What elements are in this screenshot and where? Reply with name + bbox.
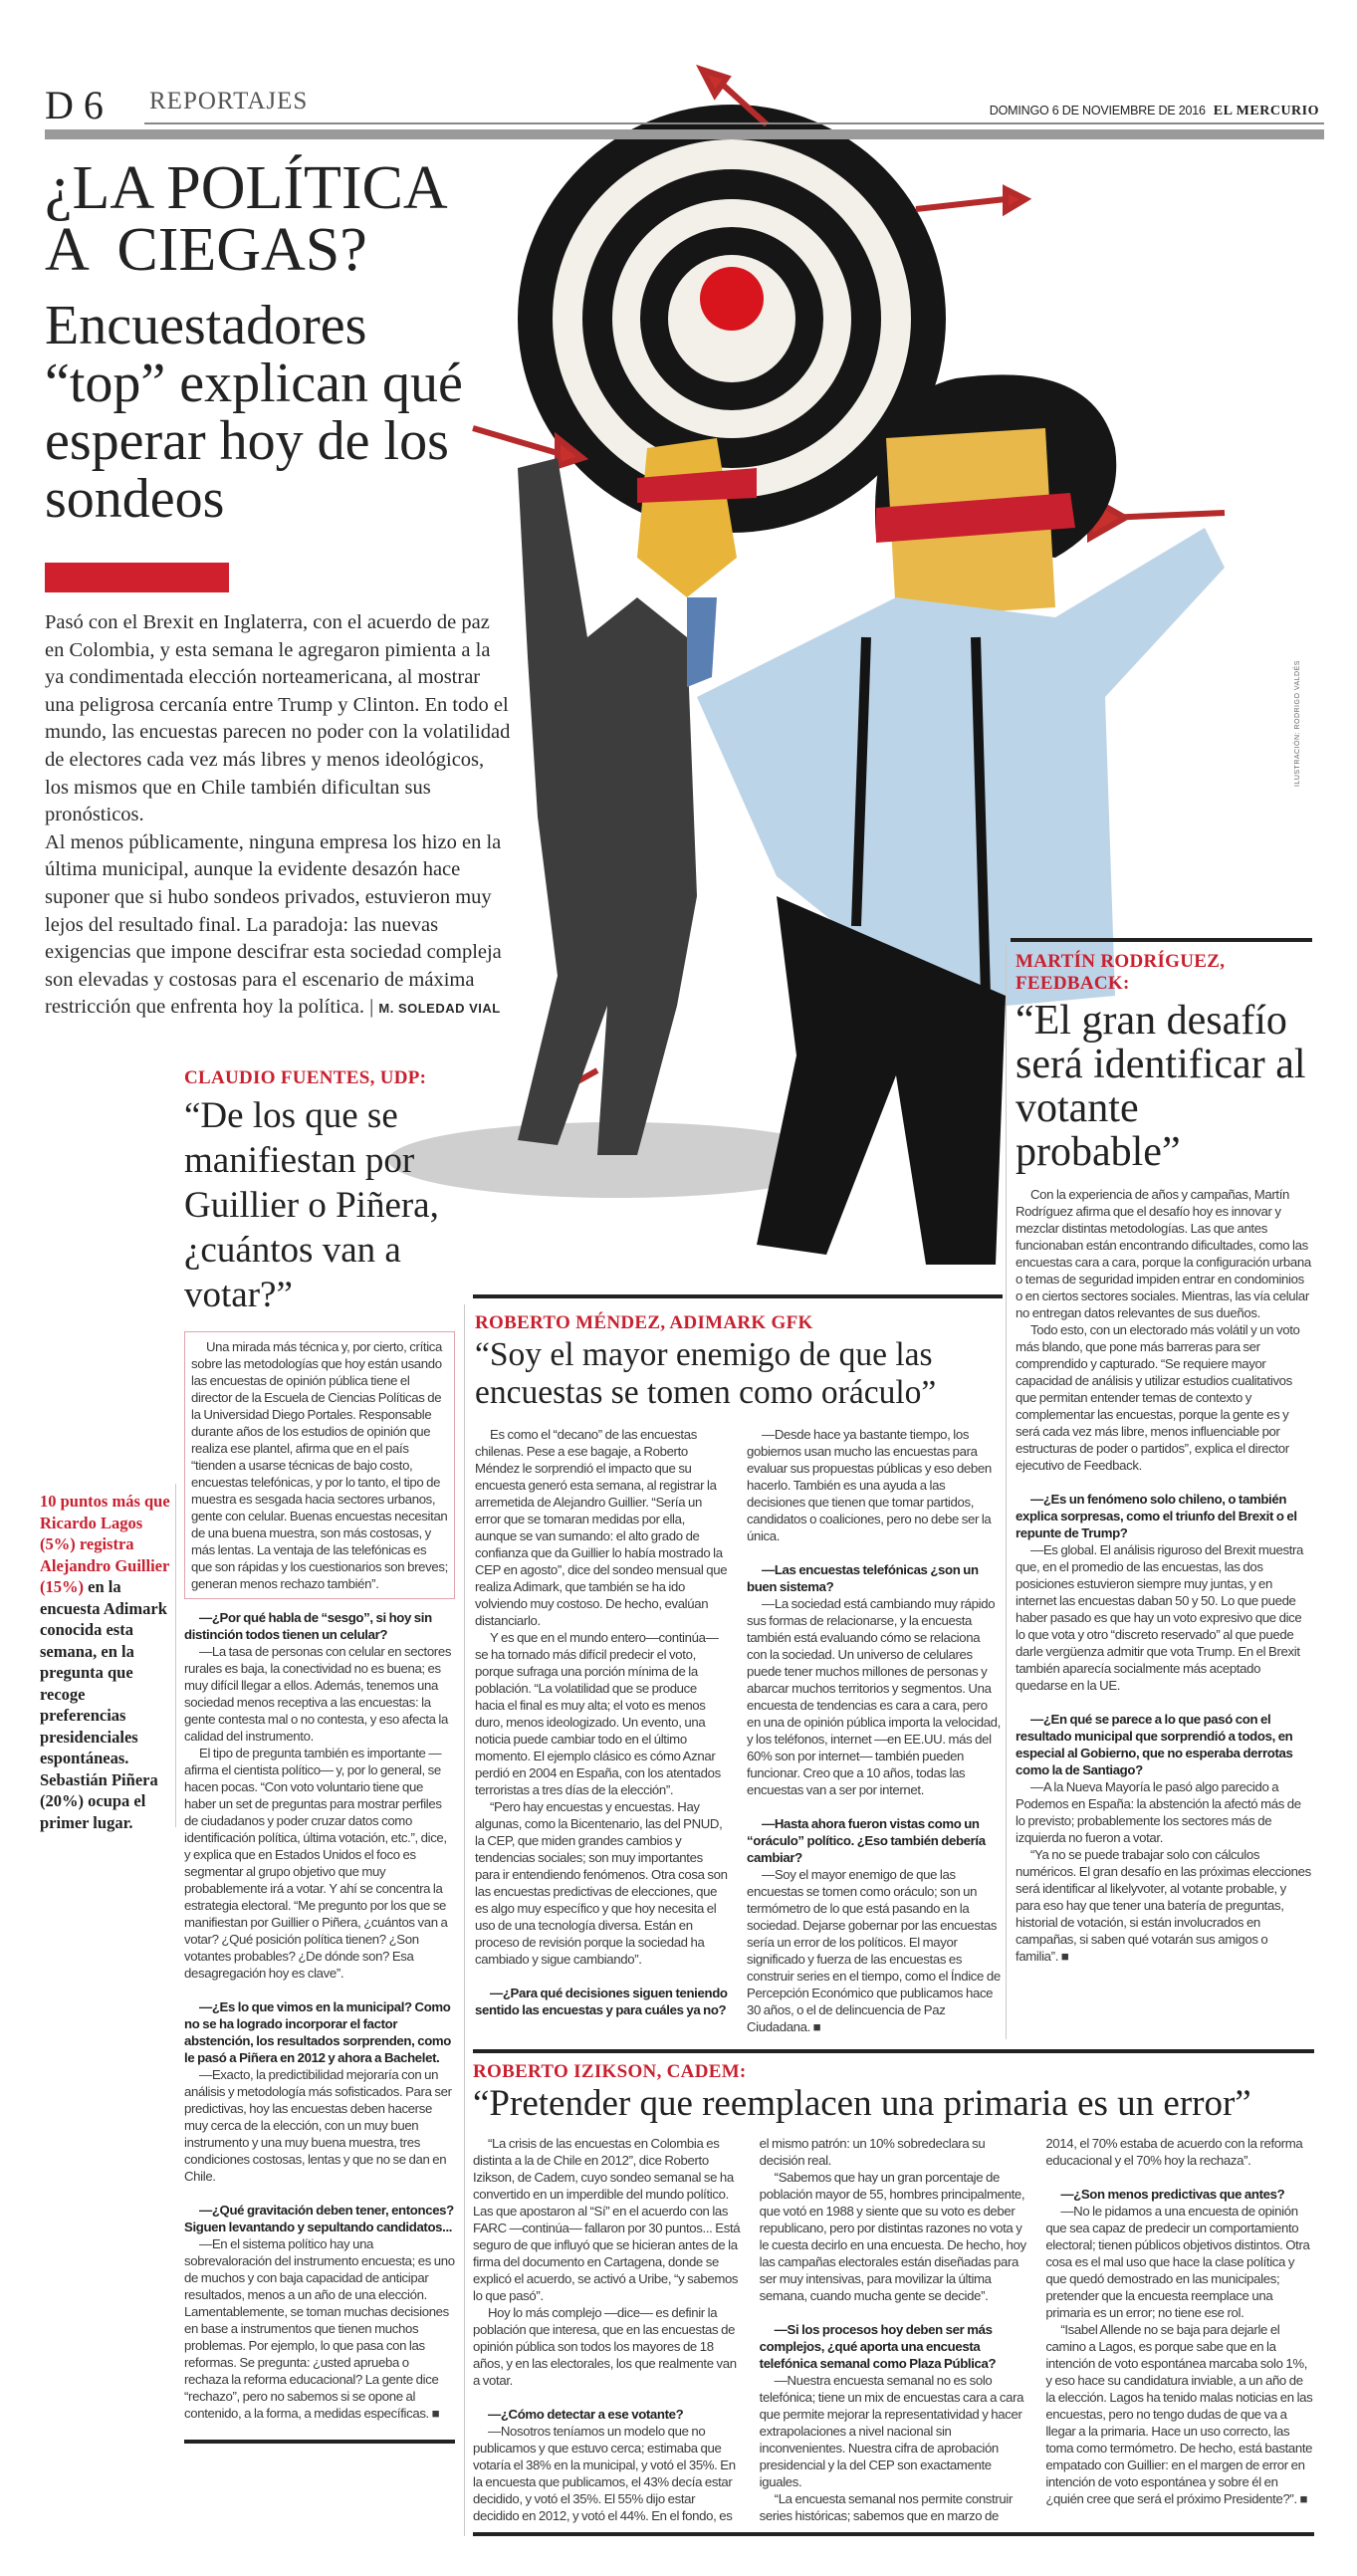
title-line-2: A CIEGAS? [45, 216, 367, 284]
body-paragraph: “La encuesta semanal nos permite construir series históricas; sabemos que en marzo de 2014, el 70% estaba de acuerdo con la reforma educacional y el 70% hoy la rechaza”. [759, 2136, 1303, 2523]
header-bar [45, 129, 1324, 139]
sidebar-divider [175, 1484, 176, 1827]
body-paragraph: Hoy lo más complejo —dice— es definir la población que interesa, que en las encuestas de opinión pública son todos los mayores de 18 años, y en las electorales, los que realmente van a votar. [473, 2305, 737, 2388]
interview-question: —Las encuestas telefónicas ¿son un buen sistema? [747, 1562, 979, 1594]
intro-paragraph: Al menos públicamente, ninguna empresa los hizo en la última municipal, aunque la evidente desazón hace suponer que si hubo sondeos privados, estuvieron muy lejos del resultado final. La paradoja: las nuevas exigencias que impone descifrar esta sociedad compleja son elevadas y costosas para el escenario de máxima restricción que enfrenta hoy la política. | M. SOLEDAD VIAL [45, 830, 502, 1019]
body-paragraph: Y es que en el mundo entero—continúa— se ha tornado más difícil predecir el voto, porque sufraga una porción mínima de la población. “La volatilidad que se produce hacia el final es muy alta; el voto es menos duro, menos ideologizado. Un evento, una noticia puede cambiar todo en el último momento. El ejemplo clásico es cómo Aznar perdió en 2004 en España, con los atentados terroristas a tres días de la elección”. [475, 1630, 721, 1797]
article-fuentes [184, 1067, 455, 2444]
article-headline: “De los que se manifiestan por Guillier o Piñera, ¿cuántos van a votar?” [184, 1095, 439, 1315]
interview-question: —¿En qué se parece a lo que pasó con el resultado municipal que sorprendió a todos, en especial al Gobierno, que no esperaba derrotas como la de Santiago? [1016, 1712, 1293, 1777]
interviewee-label: CLAUDIO FUENTES, UDP: [184, 1067, 427, 1088]
section-rule [184, 2440, 455, 2444]
body-paragraph: El tipo de pregunta también es importante —afirma el cientista político— y, por lo general, se hacen pocas. “Con voto voluntario tiene que haber un set de preguntas para mostrar perfiles de ciudadanos y poder cruzar datos como identificación política, última votación, etc.”, dice, y explica que en Estados Unidos el foco es segmentar al grupo objetivo que muy probablemente irá a votar. Y ahí se concentra la estrategia electoral. “Me pregunto por los que se manifiestan por Guillier o Piñera, ¿cuántos van a votar? ¿Qué posición política tienen? ¿Son votantes probables? ¿De dónde son? Esa desagregación hoy es clave”. [184, 1746, 448, 1981]
fact-highlight: 10 puntos más que Ricardo Lagos (5%) registra Alejandro Guillier (15%) [40, 1492, 170, 1596]
issue-date: DOMINGO 6 DE NOVIEMBRE DE 2016 [989, 104, 1206, 117]
bullseye [700, 267, 764, 331]
body-paragraph: —Soy el mayor enemigo de que las encuestas se tomen como oráculo; son un termómetro de lo que está pasando en la sociedad. Dejarse gobernar por las encuestas sería un error de los políticos. El mayor significado y fuerza de las encuestas es construir series en el tiempo, como el Índice de Percepción Económico que publicamos hace 30 años, o el de delincuencia de Paz Ciudadana. ■ [747, 1867, 1001, 2034]
body-paragraph: —Nuestra encuesta semanal no es solo telefónica; tiene un mix de encuestas cara a cara que permite mejorar la representatividad y hacer extrapolaciones a nivel nacional sin inconvenientes. Nuestra cifra de aprobación presidencial y la del CEP son exactamente iguales. [759, 2373, 1024, 2489]
section-rule [473, 1294, 1003, 1298]
fact-text: en la encuesta Adimark conocida esta semana, en la pregunta que recoge preferencias presidenciales espontáneas. Sebastián Piñera (20%) ocupa el primer lugar. [40, 1577, 167, 1832]
title-line-1: ¿LA POLÍTICA [45, 154, 448, 222]
body-paragraph: —La sociedad está cambiando muy rápido sus formas de relacionarse, y la encuesta también está evaluando cómo se relaciona con la sociedad. Un universo de celulares puede tener muchos millones de personas y abarcar muchos territorios y segmentos. Una encuesta de tendencias es cara a cara, pero en una de opinión pública importa la velocidad, y los teléfonos, internet —en EE.UU. más del 60% son por internet— también pueden funcionar. Creo que a 10 años, todas las encuestas van a ser por internet. [747, 1596, 1001, 1797]
column-divider [1006, 946, 1007, 2039]
interviewee-label: ROBERTO MÉNDEZ, ADIMARK GFK [475, 1312, 813, 1333]
page-title [45, 154, 602, 284]
interviewee-label: MARTÍN RODRÍGUEZ, FEEDBACK: [1016, 951, 1226, 994]
body-paragraph: Todo esto, con un electorado más volátil y un voto más blando, que pone más barreras para ser comprendido y capturado. “Se requiere mayor capacidad de análisis y utilizar estudios cualitativos que permitan entender temas de contexto y complementar las encuestas, porque la gente es y será cada vez más libre, menos influenciable por estructuras de poder o partidos”, explica el director ejecutivo de Feedback. [1016, 1322, 1300, 1473]
interview-question: —Si los procesos hoy deben ser más complejos, ¿qué aporta una encuesta telefónica semanal como Plaza Pública? [759, 2322, 997, 2371]
header-dateline [990, 104, 1319, 119]
section-rule [1011, 938, 1312, 942]
body-paragraph: —Nosotros teníamos un modelo que no publicamos y que estuvo cerca; estimaba que votaría el 38% en la municipal, y votó el 35%. En la encuesta que publicamos, el 43% decía estar decidido, y votó el 35%. El 55% dijo estar decidido en 2012, y votó el 44%. En el fondo, es el mismo patrón: un 10% sobredeclara su decisión real. [473, 2136, 986, 2523]
article-rodriguez [1016, 951, 1312, 1965]
article-izikson [473, 2049, 1314, 2536]
blindfolded-man-left [518, 438, 757, 1155]
article-body [184, 1609, 455, 2422]
lead-paragraph: Una mirada más técnica y, por cierto, crítica sobre las metodologías que hoy están usando las encuestas de opinión pública tiene el director de la Escuela de Ciencias Políticas de la Universidad Diego Portales. Responsable durante años de los estudios de opinión que realiza ese plantel, afirma que en el país “tienden a usarse técnicas de bajo costo, encuestas telefónicas, y por lo tanto, el tipo de muestra es sesgada hacia sectores urbanos, gente con celular. Buenas encuestas necesitan de una buena muestra, son más costosas, y más lentas. La ventaja de las telefónicas es que son rápidas y los cuestionarios son breves; generan menos rechazo también”. [191, 1339, 448, 1591]
body-paragraph: “La crisis de las encuestas en Colombia es distinta a la de Chile en 2012”, dice Roberto Izikson, de Cadem, cuyo sondeo semanal se ha convertido en un imperdible del mundo político. Las que apostaron al “Sí” en el acuerdo con las FARC —continúa— fallaron por 30 puntos... Está seguro de que influyó que se hicieran antes de la firma del documento en Cartagena, donde se explicó el acuerdo, se activó a Uribe, “y sabemos lo que pasó”. [473, 2136, 741, 2303]
illustration-credit: ILUSTRACIÓN: RODRIGO VALDÉS [1294, 660, 1301, 787]
body-paragraph: —Es global. El análisis riguroso del Brexit muestra que, en el promedio de las encuestas, las dos posiciones estuvieron siempre muy juntas, y en internet las encuestas daban 50 y 50. Lo que puede haber pasado es que hay un voto expresivo que dice lo que vota y otro “discreto reservado” al que puede darle vergüenza admitir que vota Trump. En el Brexit también aparecía socialmente más aceptado quedarse en la UE. [1016, 1542, 1304, 1693]
article-headline: “Pretender que reemplacen una primaria es un error” [473, 2083, 1251, 2124]
page-subtitle: Encuestadores “top” explican qué esperar hoy de los sondeos [45, 295, 463, 530]
column-divider [464, 1304, 465, 2536]
interview-question: —¿Cómo detectar a ese votante? [488, 2407, 684, 2422]
interview-question: —Hasta ahora fueron vistas como un “oráculo” político. ¿Eso también debería cambiar? [747, 1816, 986, 1865]
interview-question: —¿Qué gravitación deben tener, entonces? Siguen levantando y sepultando candidatos... [184, 2203, 454, 2234]
accent-bar [45, 563, 229, 592]
section-rule [473, 2049, 1314, 2053]
body-paragraph: Con la experiencia de años y campañas, Martín Rodríguez afirma que el desafío hoy es innovar y mezclar distintas metodologías. Las que antes funcionaban están encontrando dificultades, como las encuestas cara a cara, porque la configuración urbana o temas de seguridad impiden entrar en condominios o en ciertos sectores sociales. Mientras, las vía celular no entregan datos relevantes de sus dueños. [1016, 1187, 1311, 1320]
interview-question: —¿Por qué habla de “sesgo”, si hoy sin distinción todos tienen un celular? [184, 1610, 432, 1642]
intro-paragraph: Pasó con el Brexit en Inglaterra, con el acuerdo de paz en Colombia, y esta semana le agregaron pimienta a la ya condimentada elección norteamericana, al mostrar una peligrosa cercanía entre Trump y Clinton. En todo el mundo, las encuestas parecen no poder con la volatilidad de electores cada vez más libres y menos ideológicos, los mismos que en Chile también dificultan sus pronósticos. [45, 611, 511, 826]
section-name: REPORTAJES [149, 88, 309, 115]
interview-question: —¿Es lo que vimos en la municipal? Como no se ha logrado incorporar el factor abstención, los resultados sorprenden, como le pasó a Piñera en 2012 y ahora a Bachelet. [184, 1999, 452, 2065]
lead-box [184, 1331, 455, 1599]
article-mendez [475, 1312, 1001, 2035]
body-paragraph: —Desde hace ya bastante tiempo, los gobiernos usan mucho las encuestas para evaluar sus propuestas públicas y eso deben hacerlo. También es una ayuda a las decisiones que tienen que tomar partidos, candidatos o coaliciones, pero no debe ser la única. [747, 1427, 992, 1543]
body-paragraph: —Exacto, la predictibilidad mejoraría con un análisis y metodología más sofisticados. Para ser predictivas, hoy las encuestas deben hacerse muy cerca de la elección, con un muy buen instrumento y una muy buena muestra, tres condiciones costosas, lentas y que no se dan en Chile. [184, 2067, 452, 2184]
body-paragraph: Es como el “decano” de las encuestas chilenas. Pese a ese bagaje, a Roberto Méndez le sorprendió el impacto que su encuesta generó esta semana, al registrar la arremetida de Alejandro Guillier. “Sería un error que se tomaran medidas por ella, aunque se van sumando: el alto grado de confianza que da Guillier lo había mostrado la CEP en agosto”, dice del sondeo mensual que realiza Adimark, que también se ha ido volviendo muy costoso. De hecho, evalúan distanciarlo. [475, 1427, 728, 1628]
body-paragraph: —A la Nueva Mayoría le pasó algo parecido a Podemos en España: la abstención la afectó más de lo previsto; probablemente los sectores más de izquierda no fueron a votar. [1016, 1779, 1301, 1845]
page-number: D 6 [45, 83, 104, 127]
body-paragraph: “Sabemos que hay un gran porcentaje de población mayor de 55, hombres principalmente, que votó en 1988 y siente que su voto es deber republicano, pero por distintas razones no vota y le cuesta decirlo en una encuesta. De hecho, hoy las campañas electorales están diseñadas para ser muy intensivas, para movilizar la última semana, cuando mucha gente se decide”. [759, 2170, 1026, 2303]
interviewee-label: ROBERTO IZIKSON, CADEM: [473, 2061, 747, 2082]
body-paragraph: —En el sistema político hay una sobrevaloración del instrumento encuesta; es uno de muchos y con baja capacidad de anticipar resultados, menos a un año de una elección. Lamentablemente, se toman muchas decisiones en base a instrumentos que tienen muchos problemas. Por ejemplo, lo que pasa con las reformas. Se pregunta: ¿usted aprueba o rechaza la reforma educacional? La gente dice “rechazo”, pero no sabemos si se opone al contenido, a la forma, a medidas específicas. ■ [184, 2236, 455, 2421]
sidebar-fact [40, 1491, 171, 1833]
header-divider [144, 122, 1324, 124]
intro-text [45, 609, 513, 1023]
body-paragraph: —La tasa de personas con celular en sectores rurales es baja, la conectividad no es buena; es muy difícil llegar a ellos. Además, tenemos una sociedad menos receptiva a las encuestas: la gente contesta mal o no contesta, y eso afecta la calidad del instrumento. [184, 1644, 452, 1744]
article-headline: “Soy el mayor enemigo de que las encuestas se tomen como oráculo” [475, 1336, 937, 1411]
interview-question: —¿Son menos predictivas que antes? [1060, 2187, 1285, 2202]
body-paragraph: “Isabel Allende no se baja para dejarle el camino a Lagos, es porque sabe que en la intención de voto espontánea marcaba solo 1%, y eso hace su candidatura inviable, a un año de la elección. Lagos ha tenido malas noticias en las encuestas, pero no tengo dudas de que va a llegar a la primaria. Hace un uso correcto, las toma como termómetro. De hecho, está bastante empatado con Guillier: en el margen de error en intención de voto espontánea y sobre él en ¿quién cree que será el próximo Presidente?”. ■ [1045, 2322, 1313, 2506]
byline: M. SOLEDAD VIAL [378, 1001, 501, 1017]
article-headline: “El gran desafío será identificar al votante probable” [1016, 998, 1306, 1175]
body-paragraph: —No le pidamos a una encuesta de opinión que sea capaz de predecir un comportamiento electoral; tienen públicos objetivos distintos. Otra cosa es el mal uso que hace la clase política y que quedó demostrado en las municipales; pretender que la encuesta reemplace una primaria es un error; no tiene ese rol. [1045, 2204, 1310, 2320]
interview-question: —¿Para qué decisiones siguen teniendo sentido las encuestas y para cuáles ya no? [475, 1986, 728, 2017]
article-body [473, 2135, 1314, 2524]
section-rule [473, 2532, 1314, 2536]
body-paragraph: “Pero hay encuestas y encuestas. Hay algunas, como la Bicentenario, las del PNUD, la CEP, que miden grandes cambios y tendencias sociales; son muy importantes para ir entendiendo fenómenos. Otra cosa son las encuestas predictivas de elecciones, que es algo muy específico y que hoy necesita el uso de una tecnología diversa. Están en proceso de revisión porque la sociedad ha cambiado y sigue cambiando”. [475, 1799, 728, 1967]
newspaper-name: EL MERCURIO [1213, 104, 1319, 118]
article-body [475, 1426, 1001, 2035]
interview-question: —¿Es un fenómeno solo chileno, o también explica sorpresas, como el triunfo del Brexit o el repunte de Trump? [1016, 1492, 1297, 1540]
article-body [1016, 1186, 1312, 1965]
body-paragraph: “Ya no se puede trabajar solo con cálculos numéricos. El gran desafío en las próximas elecciones será identificar al likelyvoter, al votante probable, y para eso hay que tener una batería de preguntas, historial de votación, si están involucrados en campañas, si saben qué votarán sus amigos o familia”. ■ [1016, 1847, 1311, 1964]
